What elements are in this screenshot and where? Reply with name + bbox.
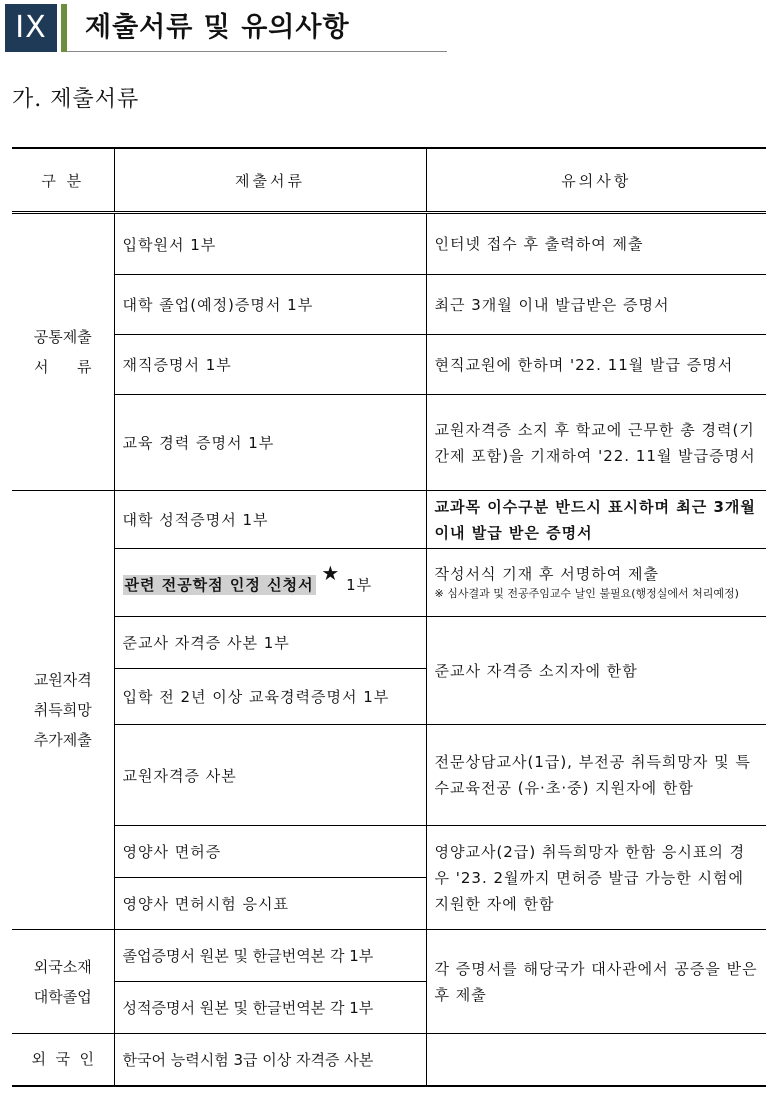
note-cell: 교과목 이수구분 반드시 표시하며 최근 3개월 이내 발급 받은 증명서	[426, 491, 766, 549]
header-notes: 유의사항	[426, 148, 766, 213]
table-row	[12, 491, 766, 549]
subsection-title: 가. 제출서류	[12, 87, 140, 112]
section-accent-bar	[61, 4, 67, 52]
document-cell: 입학원서 1부	[114, 213, 426, 275]
section-number-badge: IX	[5, 4, 57, 52]
category-line: 교원자격	[33, 671, 92, 689]
note-cell	[426, 1034, 766, 1086]
star-icon: ★	[321, 560, 341, 585]
table-row	[12, 213, 766, 275]
table-row	[12, 725, 766, 826]
category-line: 서 류	[33, 358, 92, 376]
category-foreigner: 외 국 인	[12, 1034, 114, 1086]
table-row	[12, 1034, 766, 1086]
category-line: 공통제출	[33, 328, 92, 346]
table-header-row	[12, 148, 766, 213]
category-line: 외국소재	[33, 957, 92, 976]
document-cell: 성적증명서 원본 및 한글번역본 각 1부	[114, 982, 426, 1034]
document-cell: 영양사 면허시험 응시표	[114, 878, 426, 930]
category-line: 대학졸업	[33, 987, 92, 1006]
note-cell: 전문상담교사(1급), 부전공 취득희망자 및 특수교육전공 (유·초·중) 지원자에 한함	[426, 725, 766, 826]
section-title: 제출서류 및 유의사항	[85, 12, 350, 43]
highlighted-document: 관련 전공학점 인정 신청서	[124, 575, 314, 594]
header-documents: 제출서류	[114, 148, 426, 213]
category-line: 추가제출	[33, 731, 92, 749]
document-cell: 재직증명서 1부	[114, 335, 426, 395]
note-cell: 준교사 자격증 소지자에 한함	[426, 617, 766, 725]
category-foreign-university	[12, 930, 114, 1034]
document-cell: 준교사 자격증 사본 1부	[114, 617, 426, 669]
document-cell: 영양사 면허증	[114, 826, 426, 878]
note-cell: 교원자격증 소지 후 학교에 근무한 총 경력(기간제 포함)을 기재하여 '22. 11월 발급증명서	[426, 395, 766, 491]
table-row	[12, 275, 766, 335]
category-teacher-license	[12, 491, 114, 930]
category-line: 취득희망	[33, 701, 92, 719]
note-main: 작성서식 기재 후 서명하여 제출	[434, 565, 659, 583]
table-row	[12, 930, 766, 982]
document-cell: 교원자격증 사본	[114, 725, 426, 826]
header-category: 구 분	[12, 148, 114, 213]
documents-table	[12, 147, 766, 1087]
category-common	[12, 213, 114, 491]
document-cell: 교육 경력 증명서 1부	[114, 395, 426, 491]
note-sub: ※ 심사결과 및 전공주임교수 날인 불필요(행정실에서 처리예정)	[434, 587, 739, 600]
document-cell: 한국어 능력시험 3급 이상 자격증 사본	[114, 1034, 426, 1086]
document-count: 1부	[346, 575, 373, 594]
table-row	[12, 549, 766, 617]
table-row	[12, 395, 766, 491]
note-cell	[426, 549, 766, 617]
document-cell	[114, 549, 426, 617]
note-cell: 영양교사(2급) 취득희망자 한함 응시표의 경우 '23. 2월까지 면허증 발급 가능한 시험에 지원한 자에 한함	[426, 826, 766, 930]
table-row	[12, 335, 766, 395]
section-header	[5, 4, 445, 52]
table-row	[12, 826, 766, 878]
note-cell: 인터넷 접수 후 출력하여 제출	[426, 213, 766, 275]
document-cell: 대학 성적증명서 1부	[114, 491, 426, 549]
note-cell: 최근 3개월 이내 발급받은 증명서	[426, 275, 766, 335]
note-cell: 현직교원에 한하며 '22. 11월 발급 증명서	[426, 335, 766, 395]
document-cell: 대학 졸업(예정)증명서 1부	[114, 275, 426, 335]
table-row	[12, 617, 766, 669]
document-cell: 입학 전 2년 이상 교육경력증명서 1부	[114, 669, 426, 725]
note-cell: 각 증명서를 해당국가 대사관에서 공증을 받은 후 제출	[426, 930, 766, 1034]
section-underline	[67, 51, 447, 52]
document-cell: 졸업증명서 원본 및 한글번역본 각 1부	[114, 930, 426, 982]
